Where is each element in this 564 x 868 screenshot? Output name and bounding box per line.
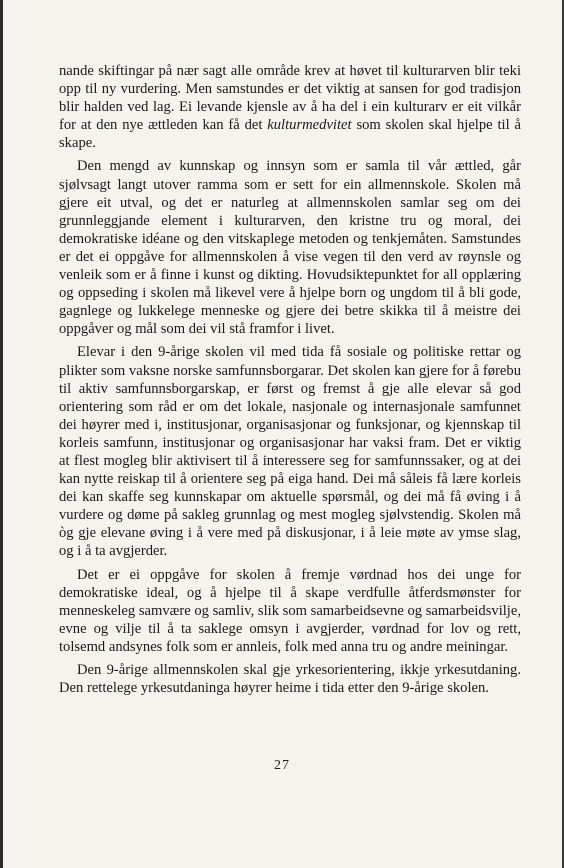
page-number: 27 bbox=[274, 758, 290, 773]
paragraph-1 bbox=[59, 62, 521, 152]
paragraph-4: Det er ei oppgåve for skolen å fremje vørdnad hos dei unge for demokratiske ideal, og å hjelpe til å skape verdfulle åtferdsmønster for menneskeleg samvære og samliv, slik som samarbeidsevne og samarbeidsvilje, evne og vilje til å ta saklege omsyn i avgjerder, vørdnad for lov og rett, tolsemd andsynes folk som er annleis, folk med anna tru og andre meiningar. bbox=[59, 566, 521, 655]
paragraph-2: Den mengd av kunnskap og innsyn som er samla til vår ættled, går sjølvsagt langt utover ramma som er sett for ein allmennskole. Skolen må gjere eit utval, og det er naturleg at allmennskolen samlar seg om dei grunnleggjande element i kulturarven, den kristne tru og moral, dei demokratiske idéane og den vitskaplege metoden og tenkjemåten. Samstundes er det ei oppgåve for allmennskolen å vise vegen til den verd av røynsle og venleik som er å finne i kunst og dikting. Hovudsiktepunktet for all opplæring og oppseding i skolen må likevel vere å hjelpe born og ungdom til å bli gode, gagnlege og lukkelege menneske og gjere dei betre skikka til å meistre dei oppgåver og mål som dei vil stå framfor i livet. bbox=[59, 158, 521, 338]
scan-edge-left bbox=[0, 0, 3, 868]
paragraph-1-lead: nande skiftingar på nær sagt alle område krev at høvet til kulturarven blir teki opp til ny vurdering. Men samstundes er det viktig at sansen for god tradisjon blir halden ved lag. Ei levande kjensle av å ha del i ein kulturarv er eit vilkår for at den nye ættleden kan få det bbox=[59, 63, 521, 134]
body-text bbox=[59, 62, 521, 702]
paragraph-5: Den 9-årige allmennskolen skal gje yrkesorientering, ikkje yrkesutdaning. Den rettelege yrkesutdaninga høyrer heime i tida etter den 9-årige skolen. bbox=[59, 662, 521, 697]
paragraph-1-tail: som skolen skal hjelpe til å skape. bbox=[59, 117, 521, 152]
paragraph-3: Elevar i den 9-årige skolen vil med tida få sosiale og politiske rettar og plikter som vaksne norske samfunnsborgarar. Det skolen kan gjere for å førebu til aktiv samfunnsborgarskap, er først og fremst å gje alle elevar så god orientering som råd er om det lokale, nasjonale og internasjonale samfunnet dei høyrer med i, institusjonar, organisasjonar og funksjonar, og kjennskap til korleis samfunn, institusjonar og organisasjonar har vaksi fram. Det er viktig at flest mogleg blir aktivisert til å interessere seg for samfunnssaker, og at dei kan nytte reiskap til å orientere seg på eiga hand. Dei må såleis få lære korleis dei kan skaffe seg kunnskapar om aktuelle spørsmål, og dei må få øving i å vurdere og døme på sakleg grunnlag og mest mogleg sjølvstendig. Skolen må òg gje elevane øving i å vere med på diskusjonar, i å leie møte av ymse slag, og i å ta avgjerder. bbox=[59, 344, 521, 560]
emphasis-kulturmedvitet: kulturmedvitet bbox=[267, 117, 352, 134]
